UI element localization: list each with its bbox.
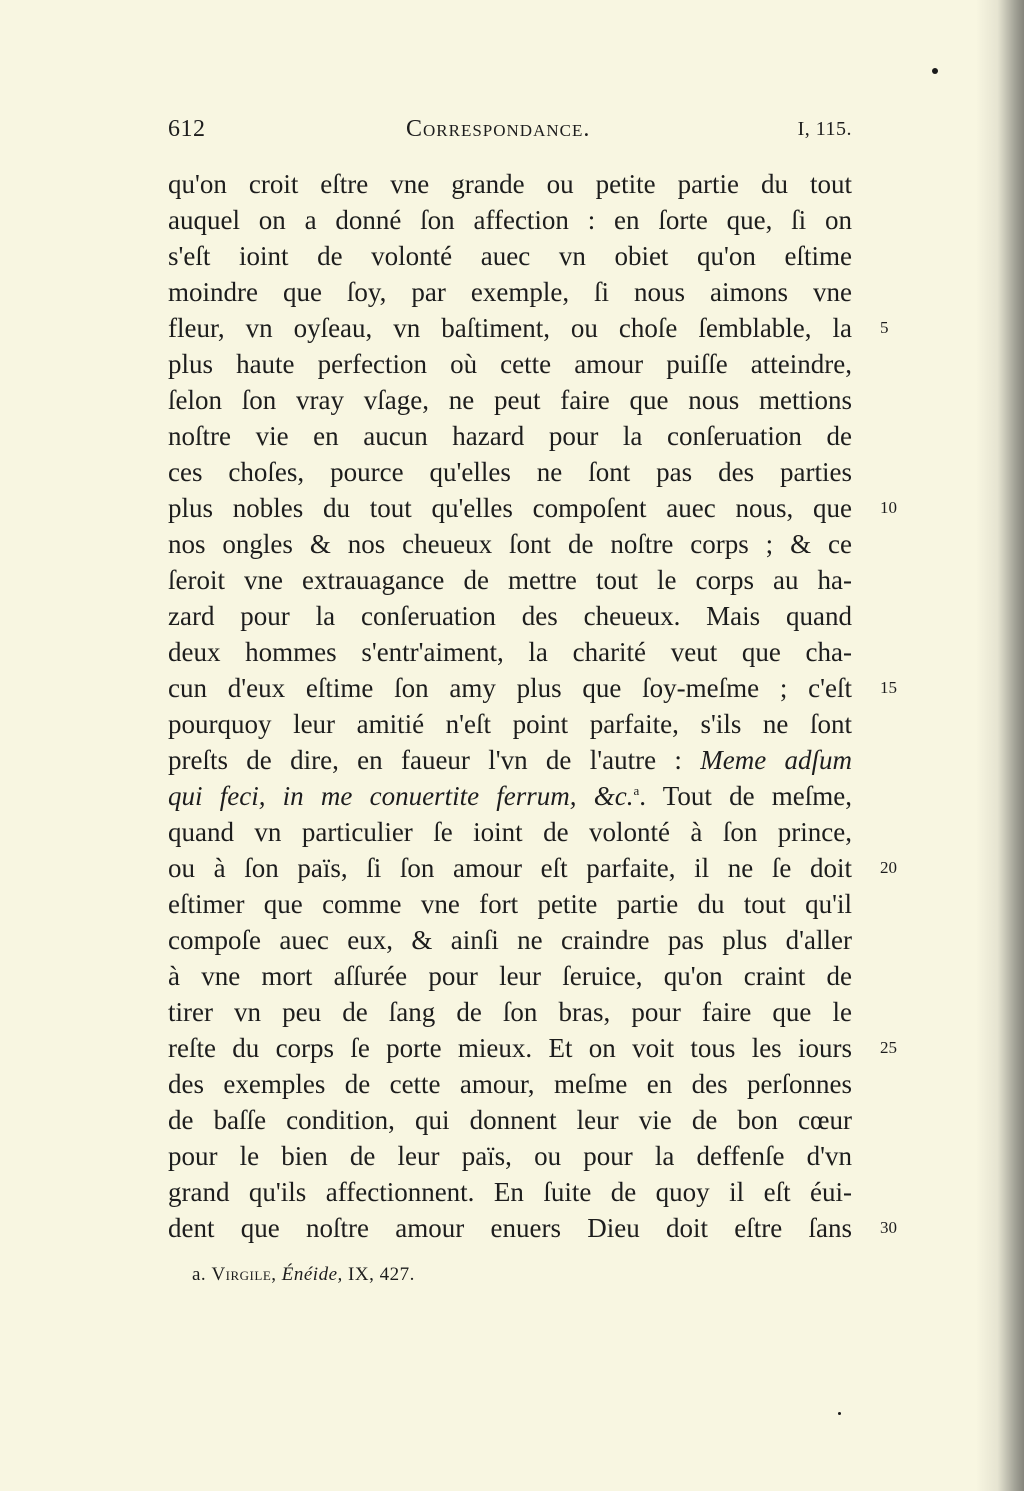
footnote-work: Énéide, — [281, 1264, 343, 1285]
latin-quotation: Meme adſum — [700, 745, 852, 775]
footnote-author: Virgile, — [211, 1264, 277, 1285]
line-text: quand vn particulier ſe ioint de volonté à ſon prince, — [168, 817, 852, 847]
line-number: 10 — [880, 498, 897, 517]
text-line — [168, 202, 852, 238]
line-text: grand qu'ils affectionnent. En ſuite de quoy il eſt éui- — [168, 1177, 852, 1207]
footnote — [192, 1264, 415, 1286]
text-line — [168, 958, 852, 994]
line-text: pourquoy leur amitié n'eſt point parfaite, s'ils ne ſont — [168, 709, 852, 739]
line-number: 5 — [880, 318, 889, 337]
text-line — [168, 418, 852, 454]
line-text: cun d'eux eſtime ſon amy plus que ſoy-meſme ; c'eſt — [168, 673, 852, 703]
line-number: 15 — [880, 678, 897, 697]
line-text: deux hommes s'entr'aiment, la charité veut que cha- — [168, 637, 852, 667]
latin-quotation: qui feci, in me conuertite ferrum, &c. — [168, 781, 634, 811]
text-line — [168, 1210, 897, 1246]
line-text: reſte du corps ſe porte mieux. Et on voit tous les iours — [168, 1033, 852, 1063]
line-text: plus nobles du tout qu'elles compoſent auec nous, que — [168, 493, 852, 523]
line-text: ces choſes, pource qu'elles ne ſont pas des parties — [168, 457, 852, 487]
footnote-marker: a — [633, 783, 640, 798]
text-line — [168, 382, 852, 418]
ink-speck — [932, 68, 938, 74]
text-line — [168, 1174, 852, 1210]
text-line — [168, 1066, 852, 1102]
text-line — [168, 634, 852, 670]
text-line — [168, 850, 897, 886]
line-text: pour le bien de leur païs, ou pour la deffenſe d'vn — [168, 1141, 852, 1171]
text-line — [168, 562, 852, 598]
text-line — [168, 706, 852, 742]
page-edge-shadow — [976, 0, 1024, 1491]
running-title: Correspondance. — [406, 116, 591, 142]
page-number: 612 — [168, 116, 206, 142]
text-line — [168, 274, 852, 310]
line-text — [168, 742, 852, 778]
text-line — [168, 598, 852, 634]
line-text: moindre que ſoy, par exemple, ſi nous aimons vne — [168, 277, 852, 307]
line-text: noſtre vie en aucun hazard pour la conſeruation de — [168, 421, 852, 451]
text-line — [168, 346, 852, 382]
line-text: des exemples de cette amour, meſme en des perſonnes — [168, 1069, 852, 1099]
line-text: eſtimer que comme vne fort petite partie du tout qu'il — [168, 889, 852, 919]
line-number: 20 — [880, 858, 897, 877]
line-text: auquel on a donné ſon affection : en ſorte que, ſi on — [168, 205, 852, 235]
text-line — [168, 778, 852, 814]
line-text — [168, 778, 852, 814]
text-line — [168, 994, 852, 1030]
line-text-roman: . Tout de meſme, — [639, 781, 853, 811]
text-line — [168, 1030, 897, 1066]
footnote-reference: IX, 427. — [348, 1264, 415, 1285]
line-text-roman: preſts de dire, en faueur l'vn de l'autre : — [168, 745, 701, 775]
line-text: nos ongles & nos cheueux ſont de noſtre corps ; & ce — [168, 529, 852, 559]
text-line — [168, 922, 852, 958]
line-text: ou à ſon païs, ſi ſon amour eſt parfaite, il ne ſe doit — [168, 853, 852, 883]
section-reference: I, 115. — [797, 118, 852, 140]
line-text: à vne mort aſſurée pour leur ſeruice, qu'on craint de — [168, 961, 852, 991]
text-line — [168, 814, 852, 850]
line-text: ſelon ſon vray vſage, ne peut faire que nous mettions — [168, 385, 852, 415]
footnote-marker: a. — [192, 1264, 207, 1285]
body-text — [168, 166, 897, 1246]
line-text: qu'on croit eſtre vne grande ou petite partie du tout — [168, 169, 852, 199]
line-number: 30 — [880, 1218, 897, 1237]
text-line — [168, 238, 852, 274]
line-text: plus haute perfection où cette amour puiſſe atteindre, — [168, 349, 852, 379]
line-text: tirer vn peu de ſang de ſon bras, pour faire que le — [168, 997, 852, 1027]
line-text: fleur, vn oyſeau, vn baſtiment, ou choſe ſemblable, la — [168, 313, 852, 343]
text-line — [168, 1138, 852, 1174]
page-header — [168, 116, 854, 150]
line-number: 25 — [880, 1038, 897, 1057]
line-text: compoſe auec eux, & ainſi ne craindre pas plus d'aller — [168, 925, 852, 955]
text-line — [168, 490, 897, 526]
text-line — [168, 670, 897, 706]
text-line — [168, 454, 852, 490]
text-line — [168, 1102, 852, 1138]
ink-speck — [838, 1412, 841, 1415]
text-line — [168, 886, 852, 922]
line-text: zard pour la conſeruation des cheueux. Mais quand — [168, 601, 852, 631]
text-line — [168, 742, 852, 778]
text-line — [168, 310, 889, 346]
line-text: ſeroit vne extrauagance de mettre tout le corps au ha- — [168, 565, 852, 595]
line-text: dent que noſtre amour enuers Dieu doit eſtre ſans — [168, 1213, 852, 1243]
text-line — [168, 526, 852, 562]
line-text: de baſſe condition, qui donnent leur vie de bon cœur — [168, 1105, 852, 1135]
text-line — [168, 166, 852, 202]
line-text: s'eſt ioint de volonté auec vn obiet qu'on eſtime — [168, 241, 852, 271]
